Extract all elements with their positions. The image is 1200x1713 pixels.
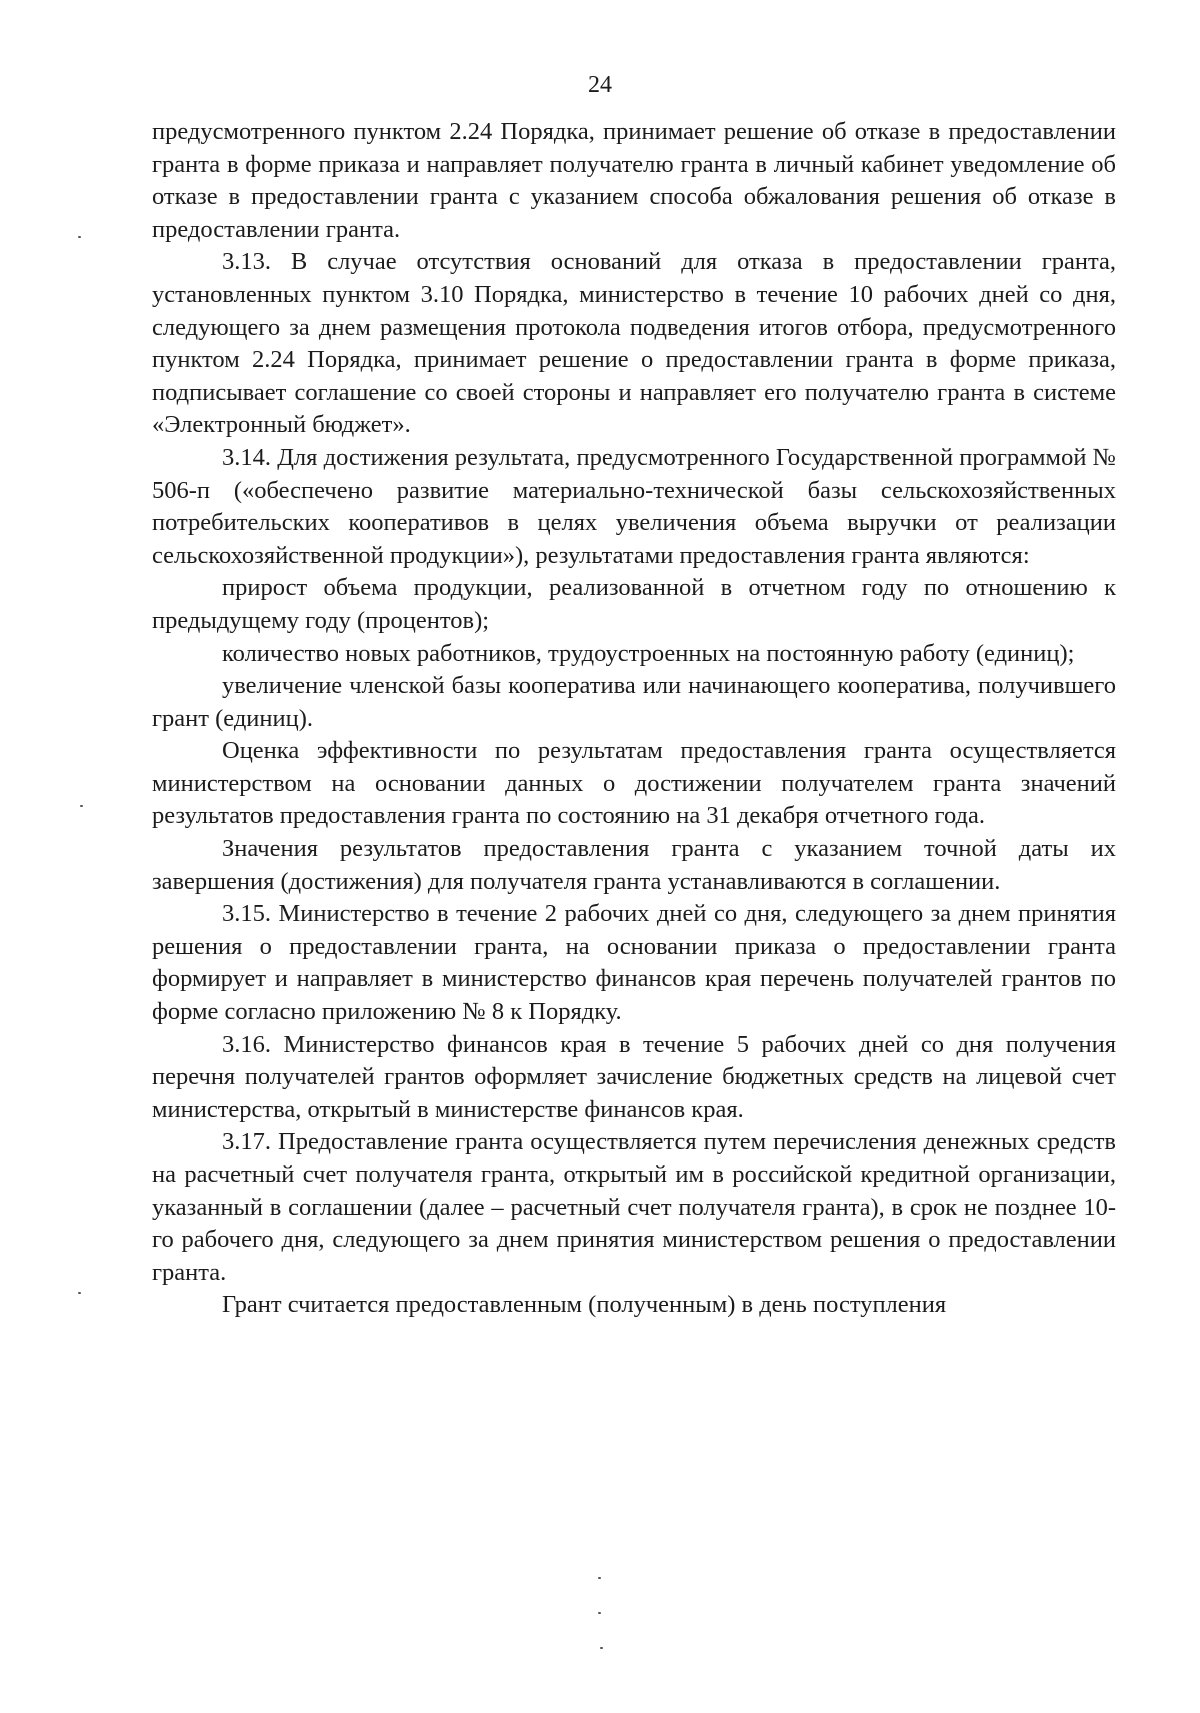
paragraph-3-16: 3.16. Министерство финансов края в течение 5 рабочих дней со дня получения перечня получателей грантов оформляет зачисление бюджетных средств на лицевой счет министерства, открытый в министерстве финансов края. [152,1030,1116,1123]
paragraph-efficiency-evaluation: Оценка эффективности по результатам предоставления гранта осуществляется министерством на основании данных о достижении получателем гранта значений результатов предоставления гранта по состоянию на 31 декабря отчетного года. [152,737,1116,830]
scan-speck [78,1292,81,1294]
scan-speck [78,236,81,238]
scan-speck [598,1612,601,1614]
paragraph-3-14: 3.14. Для достижения результата, предусмотренного Государственной программой № 506-п («обеспечено развитие материально-технической базы сельскохозяйственных потребительских кооперативов в целях увеличения объема выручки от реализации сельскохозяйственной продукции»), результатами предоставления гранта являются: [152,443,1116,569]
paragraph-3-15: 3.15. Министерство в течение 2 рабочих дней со дня, следующего за днем принятия решения о предоставлении гранта, на основании приказа о предоставлении гранта формирует и направляет в министерство финансов края перечень получателей грантов по форме согласно приложению № 8 к Порядку. [152,900,1116,1026]
page-number: 24 [588,72,612,98]
paragraph-3-17: 3.17. Предоставление гранта осуществляется путем перечисления денежных средств на расчетный счет получателя гранта, открытый им в российской кредитной организации, указанный в соглашении (далее – расчетный счет получателя гранта), в срок не позднее 10-го рабочего дня, следующего за днем принятия министерством решения о предоставлении гранта. [152,1128,1116,1286]
paragraph-grant-received: Грант считается предоставленным (полученным) в день поступления [222,1291,947,1319]
paragraph-3-13: 3.13. В случае отсутствия оснований для отказа в предоставлении гранта, установленных пунктом 3.10 Порядка, министерство в течение 10 рабочих дней со дня, следующего за днем размещения протокола подведения итогов отбора, предусмотренного пунктом 2.24 Порядка, принимает решение о предоставлении гранта в форме приказа, подписывает соглашение со своей стороны и направляет его получателю гранта в системе «Электронный бюджет». [152,248,1116,439]
result-item-membership-growth: увеличение членской базы кооператива или начинающего кооператива, получившего грант (единиц). [152,672,1116,732]
scan-speck [600,1647,603,1649]
result-item-production-growth: прирост объема продукции, реализованной в отчетном году по отношению к предыдущему году (процентов); [152,574,1116,634]
scan-speck [80,805,83,807]
scan-speck [598,1577,601,1579]
result-item-new-workers: количество новых работников, трудоустроенных на постоянную работу (единиц); [222,639,1075,667]
paragraph-result-values: Значения результатов предоставления гранта с указанием точной даты их завершения (достижения) для получателя гранта устанавливаются в соглашении. [152,835,1116,895]
paragraph-continuation: предусмотренного пунктом 2.24 Порядка, принимает решение об отказе в предоставлении гранта в форме приказа и направляет получателю гранта в личный кабинет уведомление об отказе в предоставлении гранта с указанием способа обжалования решения об отказе в предоставлении гранта. [152,118,1116,243]
body-text [152,116,1116,1322]
